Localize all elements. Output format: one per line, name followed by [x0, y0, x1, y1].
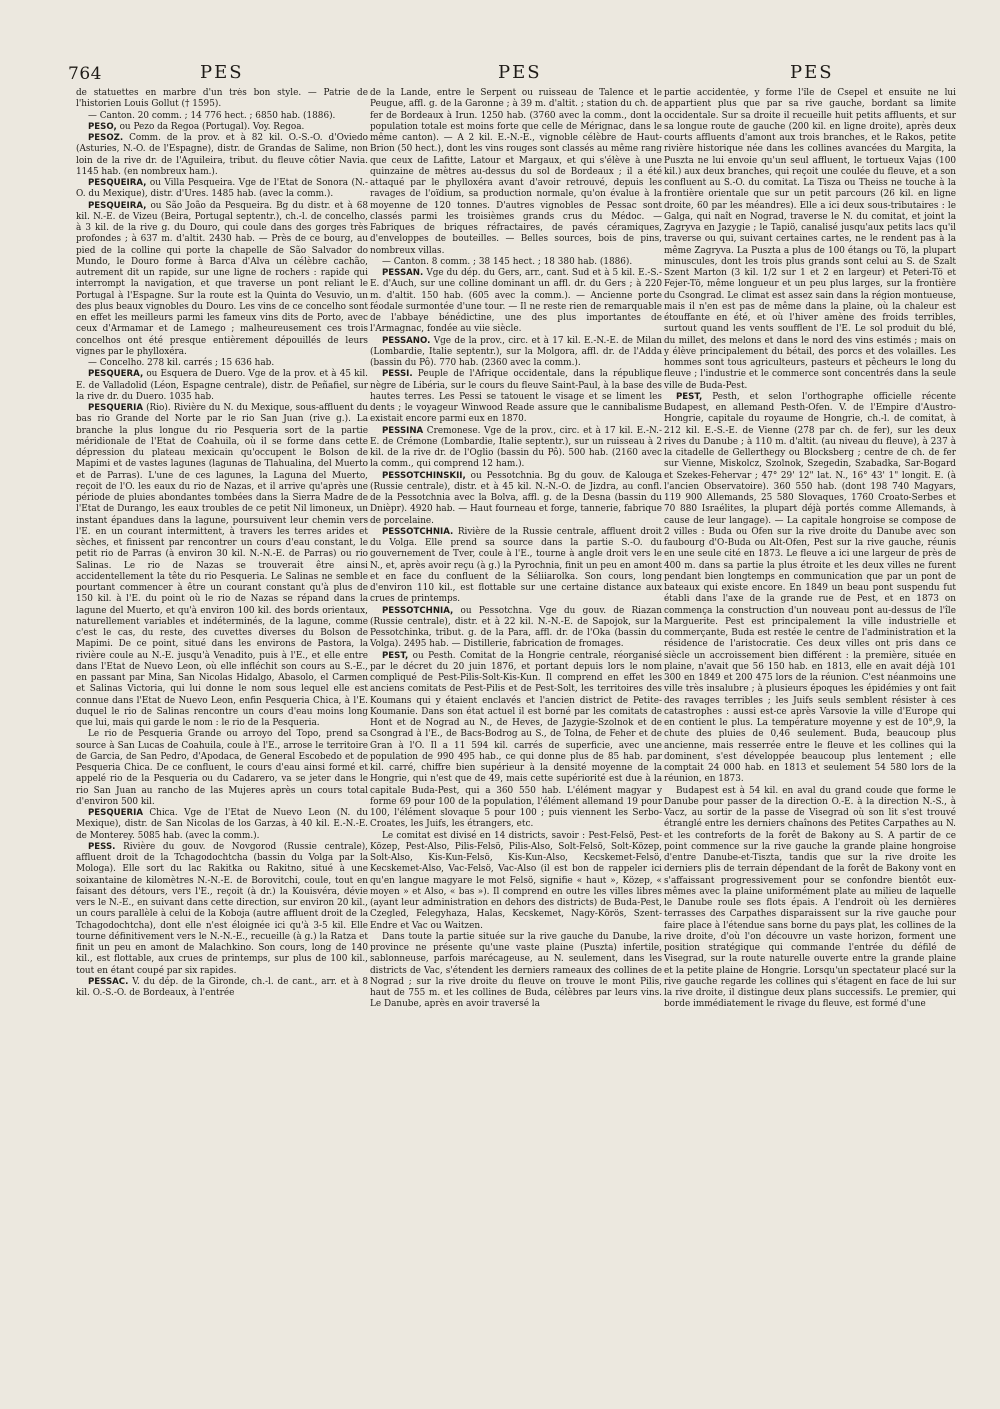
entry-text: ou Pesth. Comitat de la Hongrie centrale, réorganisé par le décret du 20 juin 1876, et portant depuis lors le nom compliqué de Pest-Pilis-Solt-Kis-Kun. Il comprend en effet les anciens comitats de Pest-Pilis et de Pest-Solt, les territoires des Koumans qui y étaient enclavés et l'ancien district de Petite-Koumanie. Dans son état actuel il est borné par les comitats de Hont et de Nograd au N., de Heves, de Jazygie-Szolnok et de Csongrad à l'E., de Bacs-Bodrog au S., de Tolna, de Feher et de Gran à l'O. Il a 11 594 kil. carrés de superficie, avec une population de 990 495 hab., ce qui donne plus de 85 hab. par kil. carré, chiffre bien supérieur à la densité moyenne de la Hongrie, qui n'est que de 49, mais cette supériorité est due à la capitale Buda-Pest, qui a 360 550 hab. L'élément magyar y forme 69 pour 100 de la population, l'élément allemand 19 pour 100, l'élément slovaque 5 pour 100 ; puis viennent les Serbo-Croates, les Juifs, les étrangers, etc. — [370, 650, 662, 830]
text-column-2 — [370, 88, 662, 1378]
entry-text: ou Esquera de Duero. Vge de la prov. et à 45 kil. E. de Valladolid (Léon, Espagne centrale), distr. de Peñafiel, sur la rive dr. du Duero. 1035 hab. — [76, 369, 368, 402]
entry-paragraph — [370, 268, 662, 336]
entry-paragraph — [370, 426, 662, 471]
entry-text: Rivière de la Russie centrale, affluent droit du Volga. Elle prend sa source dans la partie S.-O. du gouvernement de Tver, coule à l'E., tourne à angle droit vers le N., et, après avoir reçu (à g.) la Pyrochnia, finit un peu en amont et en face du confluent de la Séliiarolka. Son cours, long d'environ 110 kil., est flottable sur une certaine distance aux crues de printemps. — [370, 526, 662, 605]
entry-text: Dans toute la partie située sur la rive gauche du Danube, la province ne présente qu'une vaste plaine (Puszta) infertile, sablonneuse, parfois marécageuse, au N. seulement, dans les districts de Vac, s'étendent les derniers rameaux des collines de Nograd ; sur la rive droite du fleuve on trouve le mont Pilis, haut de 755 m. et les collines de Buda, célèbres par leurs vins. Le Danube, après en avoir traversé la — [370, 931, 662, 1010]
entry-text: Cremonese. Vge de la prov., circ. et à 17 kil. E.-N.-E. de Crémone (Lombardie, Italie septentr.), sur un ruisseau à 2 kil. de la rive dr. de l'Oglio (bassin du Pô). 500 hab. (2160 avec la comm., qui comprend 12 ham.). — [370, 425, 662, 470]
entry-paragraph — [370, 932, 662, 1011]
entry-paragraph — [76, 358, 368, 369]
entry-headword: PESSOTCHINSKII, — [382, 470, 466, 481]
text-column-3 — [664, 88, 956, 1378]
entry-text: de la Lande, entre le Serpent ou ruisseau de Talence et le Peugue, affl. g. de la Garonne ; à 39 m. d'altit. ; station du ch. de fer de Bordeaux à Irun. 1250 hab. (3760 avec la comm., dont la population totale est moins forte que celle de Mérignac, dans le même canton). — A 2 kil. E.-N.-E., vignoble célèbre de Haut-Brion (50 hect.), dont les vins rouges sont classés au même rang que ceux de Lafitte, Latour et Margaux, et qui s'élève à une quinzaine de mètres au-dessus du sol de Bordeaux ; il a été attaqué par le phylloxéra avant d'avoir retrouvé, depuis les ravages de l'oïdium, sa production normale, qu'on évalue à la moyenne de 120 tonnes. D'autres vignobles de Pessac sont classés parmi les troisièmes grands crus du Médoc. — Fabriques de briques réfractaires, de pavés céramiques, d'enveloppes de bouteilles. — Belles sources, bois de pins, nombreux villas. — [370, 88, 662, 256]
entry-text: Vge de la prov., circ. et à 17 kil. E.-N.-E. de Milan (Lombardie, Italie septentr.), sur la Molgora, affl. dr. de l'Adda (bassin du Pô). 770 hab. (2360 avec la comm.). — [370, 335, 662, 368]
entry-paragraph — [76, 122, 368, 133]
entry-headword: PESS. — [88, 841, 116, 852]
entry-paragraph — [76, 808, 368, 842]
entry-text: ou Villa Pesqueira. Vge de l'Etat de Sonora (N.-O. du Mexique), distr. d'Ures. 1485 hab. (avec la comm.). — [76, 178, 368, 200]
entry-text: — Canton. 8 comm. ; 38 145 hect. ; 18 380 hab. (1886). — [382, 256, 633, 267]
entry-headword: PEST, — [382, 650, 409, 661]
entry-paragraph — [76, 729, 368, 808]
entry-paragraph — [370, 527, 662, 606]
entry-paragraph — [370, 369, 662, 425]
entry-paragraph — [370, 471, 662, 527]
entry-text: ou São João da Pesqueira. Bg du distr. et à 68 kil. N.-E. de Vizeu (Beira, Portugal septentr.), ch.-l. de concelho, à 3 kil. de la rive g. du Douro, qui coule dans des gorges très profondes ; à 637 m. d'altit. 2430 hab. — Près de ce bourg, au pied de la colline qui porte la chapelle de São Salvador do Mundo, le Douro forme à Barca d'Alva un célèbre cachão, autrement dit un rapide, sur une ligne de rochers : rapide qui interrompt la navigation, et que traverse un pont reliant le Portugal à l'Espagne. Sur la route est la Quinta do Vesuvio, un des plus beaux vignobles du Douro. Les vins de ce concelho sont en effet les meilleurs parmi les fameux vins dits de Porto, avec ceux d'Armamar et de Lamego ; malheureusement ces trois concelhos ont été presque entièrement dépouillés de leurs vignes par le phylloxéra. — [76, 200, 368, 357]
entry-paragraph — [76, 133, 368, 178]
entry-headword: PESOZ. — [88, 133, 124, 143]
running-head-left: PES — [200, 62, 244, 83]
entry-paragraph — [664, 88, 956, 392]
entry-text: ou Pessotchna. Vge du gouv. de Riazan (Russie centrale), distr. et à 22 kil. N.-N.-E. de Sapojok, sur la Pessotchinka, tribut. g. de la Para, affl. dr. de l'Oka (bassin du Volga). 2495 hab. — Distillerie, fabrication de fromages. — [370, 605, 662, 650]
entry-headword: PESSINA — [382, 425, 424, 436]
entry-headword: PESQUERIA — [88, 808, 143, 818]
entry-headword: PEST, — [676, 391, 703, 402]
entry-text: Budapest est à 54 kil. en aval du grand coude que forme le Danube pour passer de la direction O.-E. à la direction N.-S., à Vacz, au sortir de la passe de Visegrad où son lit s'est trouvé étranglé entre les derniers chaînons des Petites Carpathes au N. et les contreforts de la forêt de Bakony au S. A partir de ce point commence sur la rive gauche la grande plaine hongroise d'entre Danube-et-Tiszta, tandis que sur la rive droite les derniers plis de terrain dépendant de la forêt de Bakony vont en s'affaissant progressivement pour se confondre bientôt eux-mêmes avec la plaine uniformément plate au milieu de laquelle le Danube roule ses flots épais. A l'endroit où les dernières terrasses des Carpathes disparaissent sur la rive gauche pour faire place à l'étendue sans borne du pays plat, les collines de la rive droite, d'où l'on découvre un vaste horizon, forment une position stratégique qui commande l'entrée du défilé de Visegrad, sur la route naturelle ouverte entre la grande plaine et la petite plaine de Hongrie. Lorsqu'un spectateur placé sur la rive gauche regarde les collines qui s'étagent en face de lui sur la rive droite, il distingue deux plans successifs. Le premier, qui borde immédiatement le rivage du fleuve, est formé d'une — [664, 785, 956, 1010]
entry-text: Pesth, et selon l'orthographe officielle récente Budapest, en allemand Pesth-Ofen. V. de l'Empire d'Austro-Hongrie, capitale du royaume de Hongrie, ch.-l. de comitat, à 212 kil. E.-S.-E. de Vienne (278 par ch. de fer), sur les deux rives du Danube ; à 110 m. d'altit. (au niveau du fleuve), à 237 à la citadelle de Gellerthegy ou Blocksberg ; centre de ch. de fer sur Vienne, Miskolcz, Szolnok, Szegedin, Szabadka, Sar-Bogard et Szekes-Fehervar ; 47° 29' 12" lat. N., 16° 43' 1" longit. E. (à l'ancien Observatoire). 360 550 hab. (dont 198 740 Magyars, 119 900 Allemands, 25 580 Slovaques, 1760 Croato-Serbes et 70 880 Israélites, la plupart déjà portés comme Allemands, à cause de leur langage). — La capitale hongroise se compose de 2 villes : Buda ou Ofen sur la rive droite du Danube avec son faubourg d'O-Buda ou Alt-Ofen, Pest sur la rive gauche, réunis en une seule cité en 1873. Le fleuve a ici une largeur de près de 400 m. dans sa partie la plus étroite et les deux villes ne furent pendant bien longtemps en communication que par un pont de bateaux qui existe encore. En 1849 un beau pont suspendu fut établi dans l'axe de la grande rue de Pest, et en 1873 on commença la construction d'un nouveau pont au-dessus de l'île Marguerite. Pest est principalement la ville industrielle et commerçante, Buda est restée le centre de l'administration et la résidence de l'aristocratie. Ces deux villes ont pris dans ce siècle un accroissement bien différent : la première, située en plaine, n'avait que 56 150 hab. en 1813, elle en avait déjà 101 300 en 1849 et 200 475 lors de la réunion. C'est néanmoins une ville très insalubre ; à plusieurs époques les épidémies y ont fait des ravages terribles ; les Juifs seuls semblent résister à ces catastrophes : aussi est-ce après Varsovie la ville d'Europe qui en contient le plus. La température moyenne y est de 10°,9, la chute des pluies de 0,46 seulement. Buda, beaucoup plus ancienne, mais resserrée entre le fleuve et les collines qui la dominent, s'est développée beaucoup plus lentement ; elle comptait 24 000 hab. en 1813 et seulement 54 580 lors de la réunion, en 1873. — [664, 391, 956, 785]
entry-paragraph — [76, 842, 368, 977]
entry-headword: PESQUERIA — [88, 403, 143, 413]
entry-text: ou Pessotchnia. Bg du gouv. de Kalouga (Russie centrale), distr. et à 45 kil. N.-N.-O. de Jizdra, au confl. de la Pessotchnia avec la Bolva, affl. g. de la Desna (bassin du Dnièpr). 4920 hab. — Haut fourneau et forge, tannerie, fabrique de porcelaine. — [370, 470, 662, 526]
entry-paragraph — [370, 336, 662, 370]
entry-text: de statuettes en marbre d'un très bon style. — Patrie de l'historien Louis Gollut († 1595). — [76, 88, 368, 110]
entry-text: — Canton. 20 comm. ; 14 776 hect. ; 6850 hab. (1886). — [88, 110, 336, 121]
entry-text: Le comitat est divisé en 14 districts, savoir : Pest-Felsö, Pest-Közep, Pest-Also, Pilis-Felsö, Pilis-Also, Solt-Felsö, Solt-Közep, Solt-Also, Kis-Kun-Felsö, Kis-Kun-Also, Kecskemet-Felsö, Kecskemet-Also, Vac-Felsö, Vac-Also (il est bon de rappeler ici qu'en langue magyare le mot Felsö, signifie « haut », Közep, « moyen » et Also, « bas »). Il comprend en outre les villes libres (ayant leur administration en dehors des districts) de Buda-Pest, Czegled, Felegyhaza, Halas, Kecskemet, Nagy-Körös, Szent-Endre et Vac ou Waitzen. — [370, 830, 662, 931]
entry-text: partie accidentée, y forme l'île de Csepel et ensuite ne lui appartient plus que par sa rive gauche, bordant sa limite occidentale. Sur sa droite il recueille huit petits affluents, et sur sa longue route de gauche (200 kil. en ligne droite), après deux courts affluents d'amont aux trois branches, et le Rakos, petite rivière historique née dans les collines avancées du Margita, la Puszta ne lui envoie qu'un seul affluent, le tortueux Vajas (100 kil.) aux deux branches, qui reçoit une coulée du fleuve, et a son confluent au S.-O. du comitat. La Tisza ou Theiss ne touche à la frontière orientale que sur un petit parcours (26 kil. en ligne droite, 60 par les méandres). Elle a ici deux sous-tributaires : le Galga, qui naît en Nograd, traverse le N. du comitat, et joint la Zagryva en Jazygie ; le Tapiö, canalisé jusqu'aux petits lacs qu'il traverse ou qui, suivant certaines cartes, ne le rendent pas à la même Zagryva. La Puszta a plus de 100 étangs ou Tö, la plupart minuscules, dont les trois plus grands sont celui au S. de Szalt Szent Marton (3 kil. 1/2 sur 1 et 2 en largeur) et Peteri-Tö et Fejer-Tö, même longueur et un peu plus larges, sur la frontière du Csongrad. Le climat est assez sain dans la région montueuse, mais il n'en est pas de même dans la plaine, où la chaleur est étouffante en été, et où l'hiver amène des froids terribles, surtout quand les vents soufflent de l'E. Le sol produit du blé, du millet, des melons et dans le nord des vins estimés ; mais on y élève principalement du bétail, des porcs et des volailles. Les hommes sont tous agriculteurs, pasteurs et pêcheurs le long du fleuve ; l'industrie et le commerce sont concentrés dans la seule ville de Buda-Pest. — [664, 88, 956, 391]
entry-headword: PESSANO. — [382, 335, 431, 346]
entry-headword: PESQUERA, — [88, 369, 144, 380]
entry-paragraph — [76, 178, 368, 201]
entry-text: — Concelho. 278 kil. carrés ; 15 636 hab. — [88, 358, 275, 368]
entry-paragraph — [370, 257, 662, 268]
entry-headword: PESSAC. — [88, 976, 129, 987]
entry-paragraph — [76, 88, 368, 111]
entry-headword: PESO, — [88, 121, 117, 132]
text-column-1 — [76, 88, 368, 1378]
entry-text: Rivière du gouv. de Novgorod (Russie centrale), affluent droit de la Tchagodochtcha (bassin du Volga par la Mologa). Elle sort du lac Rakitka ou Rakitno, situé à une soixantaine de kilomètres N.-N.-E. de Borovitchi, coule, tout en faisant des détours, vers l'E., reçoit (à dr.) la Kouisvéra, dévie vers le N.-E., en suivant dans cette direction, sur environ 20 kil., un cours parallèle à celui de la Koboja (autre affluent droit de la Tchagodochtcha), dont elle n'est éloignée ici qu'à 3-5 kil. Elle tourne définitivement vers le N.-N.-E., recueille (à g.) la Ratza et finit un peu en amont de Malachkino. Son cours, long de 140 kil., est flottable, aux crues de printemps, sur plus de 100 kil., tout en étant coupé par six rapides. — [76, 841, 368, 976]
entry-paragraph — [76, 201, 368, 359]
entry-headword: PESQUEIRA, — [88, 178, 147, 188]
entry-headword: PESSAN. — [382, 268, 424, 278]
entry-text: Comm. de la prov. et à 82 kil. O.-S.-O. d'Oviedo (Asturies, N.-O. de l'Espagne), distr. de Grandas de Salime, non loin de la rive dr. de l'Aguileira, tribut. du fleuve côtier Navia. 1145 hab. (en nombreux ham.). — [76, 133, 368, 177]
entry-paragraph — [370, 88, 662, 257]
entry-headword: PESSOTCHNIA, — [382, 605, 454, 616]
entry-paragraph — [664, 392, 956, 786]
entry-paragraph — [370, 606, 662, 651]
entry-text: ou Pezo da Regoa (Portugal). Voy. Regoa. — [119, 121, 305, 132]
entry-paragraph — [370, 831, 662, 932]
entry-text: Le rio de Pesqueria Grande ou arroyo del Topo, prend sa source à San Lucas de Coahuila, coule à l'E., arrose le territoire de Garcia, de San Pedro, d'Apodaca, de General Escobedo et de Pesqueria Chica. De ce confluent, le cours d'eau ainsi formé et appelé rio de la Pesqueria ou du Cadarero, va se jeter dans le rio San Juan au rancho de las Mujeres après un cours total d'environ 500 kil. — [76, 729, 368, 807]
entry-text: Vge du dép. du Gers, arr., cant. Sud et à 5 kil. E.-S.-E. d'Auch, sur une colline dominant un affl. dr. du Gers ; à 220 m. d'altit. 150 hab. (605 avec la comm.). — Ancienne porte féodale surmontée d'une tour. — Il ne reste rien de remarquable de l'abbaye bénédictine, une des plus importantes de l'Armagnac, fondée au viie siècle. — [370, 268, 662, 335]
entry-paragraph — [76, 111, 368, 122]
entry-paragraph — [76, 977, 368, 1000]
entry-text: V. du dép. de la Gironde, ch.-l. de cant., arr. et à 8 kil. O.-S.-O. de Bordeaux, à l'entrée — [76, 976, 368, 998]
entry-text: Chica. Vge de l'Etat de Nuevo Leon (N. du Mexique), distr. de San Nicolas de los Garzas, à 40 kil. E.-N.-E. de Monterey. 5085 hab. (avec la comm.). — [76, 808, 368, 841]
entry-text: Peuple de l'Afrique occidentale, dans la république nègre de Libéria, sur le cours du fleuve Saint-Paul, à la base des hautes terres. Les Pessi se tatouent le visage et se liment les dents ; le voyageur Winwood Reade assure que le cannibalisme existait encore parmi eux en 1870. — [370, 369, 662, 425]
page-header — [0, 58, 1000, 88]
entry-paragraph — [664, 786, 956, 1011]
entry-paragraph — [76, 403, 368, 729]
entry-headword: PESSI. — [382, 369, 413, 380]
running-head-right: PES — [790, 62, 834, 83]
running-head-center: PES — [498, 62, 542, 83]
entry-headword: PESSOTCHNIA. — [382, 526, 454, 537]
entry-paragraph — [76, 369, 368, 403]
entry-text: (Rio). Rivière du N. du Mexique, sous-affluent du bas rio Grande del Norte par le rio San Juan (rive g.). La branche la plus longue du rio Pesqueria sort de la partie méridionale de l'Etat de Coahuila, où il se forme dans cette dépression du plateau mexicain qu'occupent le Bolson de Mapimi et de vastes lagunes (lagunas de Tlahualina, del Muerto et de Parras). L'une de ces lagunes, la Laguna del Muerto, reçoit de l'O. les eaux du rio de Nazas, et il arrive qu'après une période de pluies abondantes tombées dans la Sierra Madre de l'Etat de Durango, les eaux troubles de ce petit Nil limoneux, un instant épandues dans la lagune, poursuivent leur chemin vers l'E. en un courant intermittent, à travers les terres arides et sèches, et finissent par rencontrer un cours d'eau constant, le petit rio de Parras (à environ 30 kil. N.-N.-E. de Parras) ou rio Salinas. Le rio de Nazas se trouverait être ainsi accidentellement la tête du rio Pesqueria. Le Salinas ne semble pourtant commencer à être un courant constant qu'à plus de 150 kil. à l'E. du point où le rio de Nazas se répand dans la lagune del Muerto, et qu'à environ 100 kil. des bords orientaux, naturellement variables et indéterminés, de la lagune, comme c'est le cas, du reste, des cuvettes diverses du Bolson de Mapimi. De ce point, situé dans les environs de Pastora, la rivière coule au N.-E. jusqu'à Venadito, puis à l'E., et elle entre dans l'Etat de Nuevo Leon, où elle infléchit son cours au S.-E., en passant par Mina, San Nicolas Hidalgo, Abasolo, el Carmen et Salinas Victoria, qui lui donne le nom sous lequel elle est connue dans l'Etat de Nuevo Leon, enfin Pesqueria Chica, à l'E. duquel le rio de Salinas rencontre un cours d'eau moins long que lui, mais qui garde le nom : le rio de la Pesqueria. — [76, 403, 368, 728]
page-number: 764 — [68, 64, 102, 84]
entry-headword: PESQUEIRA, — [88, 200, 147, 211]
entry-paragraph — [370, 651, 662, 831]
